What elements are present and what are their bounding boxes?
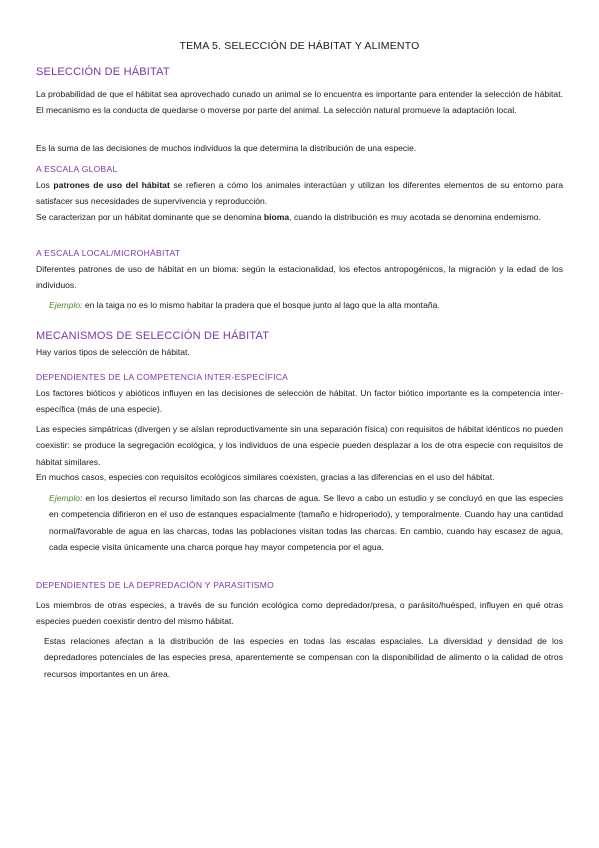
- paragraph-factores-bioticos: Los factores bióticos y abióticos influyen en las decisiones de selección de hábitat. Un factor biótico importante es la competencia inter-específica (más de una especie).: [36, 388, 563, 415]
- heading-seleccion-habitat: SELECCIÓN DE HÁBITAT: [36, 66, 170, 78]
- example-text: en la taiga no es lo mismo habitar la pradera que el bosque junto al lago que la alta montaña.: [82, 300, 440, 310]
- paragraph-miembros-especies: Los miembros de otras especies, a través de su función ecológica como depredador/presa, o parásito/huésped, influyen en qué otras especies pueden coexistir dentro del mismo hábitat.: [36, 600, 563, 627]
- heading-depredacion: DEPENDIENTES DE LA DEPREDACIÓN Y PARASITISMO: [36, 580, 275, 590]
- example-label: Ejemplo: [49, 493, 81, 503]
- document-title: TEMA 5. SELECCIÓN DE HÁBITAT Y ALIMENTO: [179, 40, 420, 52]
- paragraph-coexisten: En muchos casos, especies con requisitos ecológicos similares coexisten, gracias a las diferencias en el uso del hábitat.: [36, 472, 495, 482]
- paragraph-probabilidad: La probabilidad de que el hábitat sea aprovechado cunado un animal se lo encuentra es importante para entender la selección de hábitat. El mecanismo es la conducta de quedarse o moverse por parte del animal. La selección natural promueve la adaptación local.: [36, 89, 563, 116]
- bold-term-patrones: patrones de uso del hábitat: [53, 180, 170, 190]
- example-desiertos: [49, 490, 563, 556]
- paragraph-bioma: [36, 209, 563, 225]
- paragraph-suma-decisiones: Es la suma de las decisiones de muchos individuos la que determina la distribución de una especie.: [36, 143, 417, 153]
- text-segment: se refieren a cómo los animales interactúan y utilizan los diferentes elementos de su entorno para satisfacer sus necesidades de supervivencia y reproducción.: [36, 180, 563, 207]
- text-segment: Los: [36, 180, 54, 190]
- heading-escala-local: A ESCALA LOCAL/MICROHÁBITAT: [36, 248, 181, 258]
- heading-competencia: DEPENDIENTES DE LA COMPETENCIA INTER-ESPECÍFICA: [36, 372, 289, 382]
- paragraph-tipos-seleccion: Hay varios tipos de selección de hábitat.: [36, 347, 190, 357]
- paragraph-relaciones: Estas relaciones afectan a la distribución de las especies en todas las escalas espaciales. La diversidad y densidad de los depredadores potenciales de las especies presa, aparentemente se compensan con la disponibilidad de alimento o la calidad de otros recursos importantes en un área.: [44, 636, 563, 679]
- paragraph-patrones-bioma: Diferentes patrones de uso de hábitat en un bioma: según la estacionalidad, los efectos antropogénicos, la migración y la edad de los individuos.: [36, 264, 563, 291]
- example-taiga: [49, 297, 563, 313]
- example-text: : en los desiertos el recurso limitado son las charcas de agua. Se llevo a cabo un estudio y se concluyó en que las especies en competencia difirieron en el uso de estanques espacialmente (tamaño e hidroperiodo), y temporalmente. Cuando hay una cantidad normal/favorable de agua en las charcas, todas las poblaciones visitan todas las charcas. En cambio, cuando hay escasez de agua, cada especie visita únicamente una charca porque hay mayor competencia por el agua.: [49, 493, 563, 553]
- text-segment: Se caracterizan por un hábitat dominante que se denomina: [36, 212, 264, 222]
- paragraph-especies-simpatricas: Las especies simpátricas (divergen y se aíslan reproductivamente sin una separación física) con requisitos de hábitat idénticos no pueden coexistir: se produce la segregación ecológica, y los individuos de una especie pueden desplazar a los de otra especie con requisitos de hábitat similares.: [36, 424, 563, 467]
- text-segment: , cuando la distribución es muy acotada se denomina endemismo.: [289, 212, 541, 222]
- bold-term-bioma: bioma: [263, 212, 290, 222]
- heading-mecanismos: MECANISMOS DE SELECCIÓN DE HÁBITAT: [36, 330, 270, 342]
- paragraph-patrones-uso: [36, 177, 563, 210]
- heading-escala-global: A ESCALA GLOBAL: [36, 164, 118, 174]
- example-label: Ejemplo:: [49, 300, 83, 310]
